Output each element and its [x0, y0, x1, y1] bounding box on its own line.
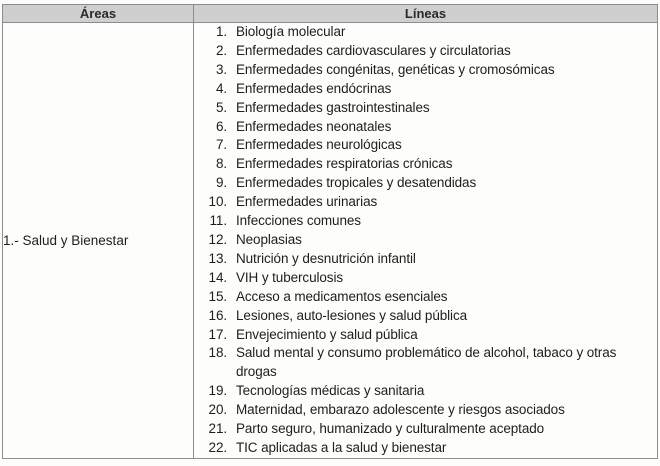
table-row [3, 23, 658, 459]
list-item-text: Enfermedades neonatales [236, 118, 392, 134]
list-item [194, 269, 657, 288]
list-item-text: Salud mental y consumo problemático de alcohol, tabaco y otras drogas [236, 345, 617, 380]
list-item-number: 10. [208, 194, 227, 210]
list-item-number: 7. [215, 137, 227, 153]
list-item-number: 19. [208, 383, 227, 399]
list-item-number: 14. [208, 269, 227, 285]
list-item-text: Lesiones, auto-lesiones y salud pública [236, 307, 467, 323]
list-item [194, 155, 657, 174]
list-item-text: Enfermedades endócrinas [236, 80, 392, 96]
list-item [194, 288, 657, 307]
list-item [194, 231, 657, 250]
list-item-number: 17. [208, 326, 227, 342]
list-item [194, 439, 657, 458]
list-item [194, 99, 657, 118]
list-item-number: 18. [208, 345, 227, 361]
list-item-text: Parto seguro, humanizado y culturalmente aceptado [236, 421, 545, 437]
areas-lines-table [2, 4, 658, 459]
list-item [194, 401, 657, 420]
list-item [194, 212, 657, 231]
list-item-number: 5. [215, 99, 227, 115]
list-item-number: 8. [215, 156, 227, 172]
list-item-text: Enfermedades tropicales y desatendidas [236, 175, 477, 191]
list-item-text: Neoplasias [236, 231, 302, 247]
list-item [194, 42, 657, 61]
list-item [194, 193, 657, 212]
list-item [194, 80, 657, 99]
list-item-number: 11. [209, 213, 227, 229]
list-item-text: VIH y tuberculosis [236, 269, 343, 285]
list-item [194, 344, 657, 382]
list-item-text: Enfermedades gastrointestinales [236, 99, 430, 115]
list-item-number: 22. [208, 439, 227, 455]
list-item-number: 16. [208, 307, 227, 323]
list-item-number: 2. [215, 42, 227, 58]
list-item-text: Tecnologías médicas y sanitaria [236, 383, 425, 399]
lines-cell [194, 23, 658, 459]
lines-list [194, 23, 657, 458]
list-item-number: 15. [208, 288, 227, 304]
list-item-number: 9. [215, 175, 227, 191]
list-item-text: TIC aplicadas a la salud y bienestar [236, 439, 447, 455]
list-item [194, 250, 657, 269]
list-item-number: 3. [215, 61, 227, 77]
list-item [194, 382, 657, 401]
list-item [194, 23, 657, 42]
list-item-text: Enfermedades urinarias [236, 194, 378, 210]
area-cell: 1.- Salud y Bienestar [3, 23, 194, 459]
list-item-text: Infecciones comunes [236, 213, 361, 229]
list-item-text: Enfermedades congénitas, genéticas y cromosómicas [236, 61, 555, 77]
list-item-text: Envejecimiento y salud pública [236, 326, 418, 342]
list-item [194, 61, 657, 80]
list-item-number: 1. [215, 24, 227, 39]
list-item [194, 420, 657, 439]
header-areas: Áreas [3, 5, 194, 23]
list-item-number: 4. [215, 80, 227, 96]
list-item-number: 21. [208, 421, 227, 437]
header-lineas: Líneas [194, 5, 658, 23]
list-item-text: Nutrición y desnutrición infantil [236, 250, 416, 266]
list-item-text: Enfermedades neurológicas [236, 137, 402, 153]
list-item-text: Enfermedades respiratorias crónicas [236, 156, 453, 172]
list-item [194, 307, 657, 326]
list-item-number: 12. [208, 231, 227, 247]
list-item-number: 20. [208, 402, 227, 418]
list-item-text: Biología molecular [236, 24, 346, 39]
list-item-text: Acceso a medicamentos esenciales [236, 288, 448, 304]
list-item [194, 118, 657, 137]
list-item-number: 6. [215, 118, 227, 134]
table-header-row [3, 5, 658, 23]
list-item-number: 13. [208, 250, 227, 266]
list-item-text: Enfermedades cardiovasculares y circulatorias [236, 42, 511, 58]
list-item [194, 136, 657, 155]
list-item [194, 174, 657, 193]
list-item [194, 326, 657, 345]
list-item-text: Maternidad, embarazo adolescente y riesgos asociados [236, 402, 565, 418]
